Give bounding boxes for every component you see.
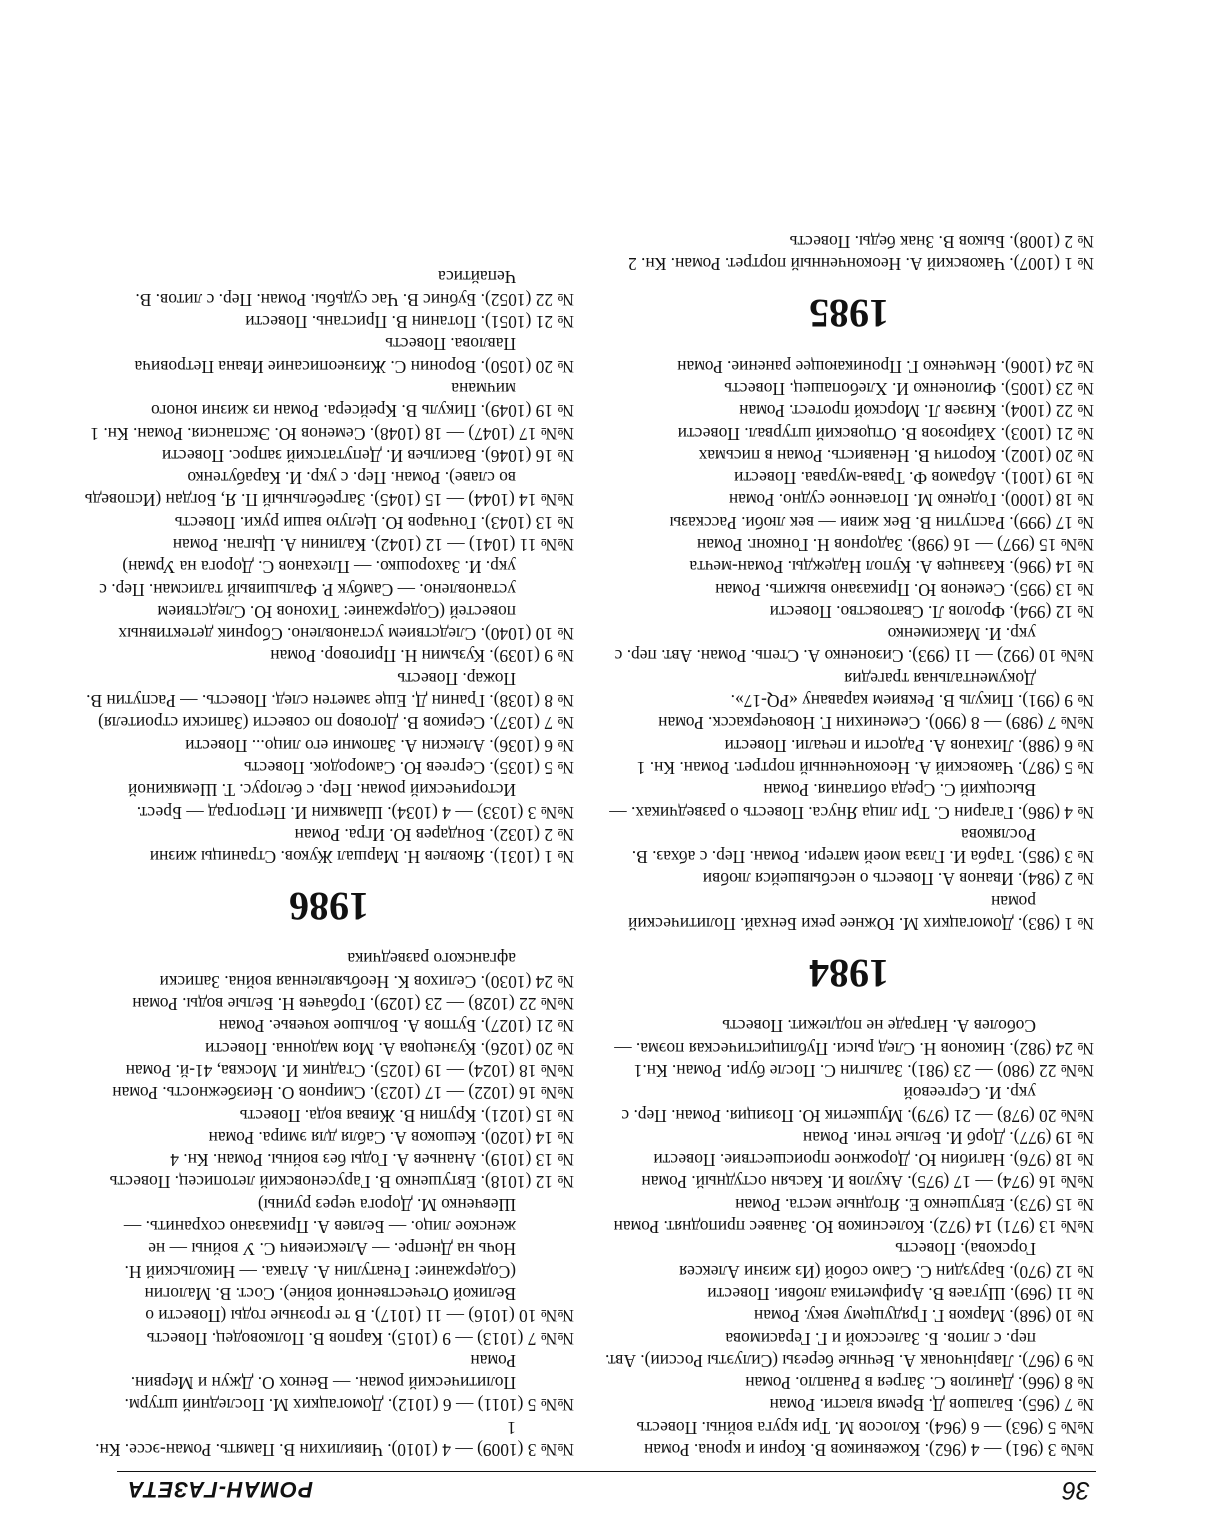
list-item: № 9 (967). Лаврінчонак А. Вечные березы (Силуэты России). Авт. пер. с литов. Б. Залесской и Г. Герасимова [604,1328,1094,1371]
list-item: № 12 (1018). Евтушенко В. Гарусеновский летописец. Повесть [109,1172,574,1193]
right-column [84,266,574,1461]
list-item: № 15 (973). Евтушенко Е. Ягодные места. Роман [735,1194,1094,1215]
list-item: № 24 (982). Никонов Н. След рыси. Публицистическая поэма. — Соболев А. Награде не подлежит. Повесть [614,1016,1094,1059]
list-item: № 8 (1038). Гранин Д. Еще заметен след. Повесть. — Распутин В. Пожар. Повесть [86,668,574,712]
list-item: № 21 (1051). Потанин В. Пристань. Повести [245,312,574,333]
list-item: № 1 (1007). Чаковский А. Неоконченный портрет. Роман. Кн. 2 [628,254,1094,275]
left-column [604,231,1094,1461]
list-item: №№ 7 (1013) — 9 (1015). Карпов В. Полководец. Повесть [146,1328,574,1349]
list-item: № 20 (1002). Коротич В. Ненависть. Роман в письмах [698,445,1094,466]
list-item: № 1 (983). Домогацких М. Южнее реки Бенхай. Политический роман [628,891,1094,935]
list-item: № 13 (995). Семенов Ю. Приказано выжить. Роман [715,579,1094,600]
list-item: №№ 16 (1022) — 17 (1023). Смирнов О. Неизбежность. Роман [112,1083,574,1104]
list-item: №№ 22 (980) — 23 (981). Залыгин С. После бури. Роман. Кн.1 [633,1060,1094,1081]
list-item: № 16 (1046). Васильев И. Депутатский запрос. Повести [161,445,574,466]
running-header [117,1471,1096,1508]
list-item: № 6 (1036). Алексин А. Запомни его лицо... Повести [185,735,574,756]
list-item: № 18 (976). Нагибин Ю. Дорожное происшествие. Повести [653,1150,1094,1171]
list-item: №№ 10 (992) — 11 (993). Сизоненко А. Степь. Роман. Авт. пер. с укр. И. Максименко [614,624,1094,667]
list-item: № 24 (1030). Селихов К. Необъявленная война. Записки афганского разведчика [159,949,574,992]
list-item: № 18 (1000). Годенко М. Потаенное судно. Роман [728,490,1094,511]
list-item: № 10 (968). Марков Г. Грядущему веку. Роман [753,1306,1094,1327]
list-item: № 21 (1027). Бутпов А. Большое кочевье. Роман [218,1016,574,1037]
list-item: №№ 22 (1028) — 23 (1029). Горбачев Н. Белые воды. Роман [132,994,574,1015]
list-item: № 21 (1003). Хайрюзов В. Отцовский штурвал. Повести [677,423,1094,444]
list-item: №№ 13 (971) 14 (972). Колесников Ю. Занавес приподнят. Роман [613,1217,1094,1238]
list-item: № 7 (1037). Сериков В. Договор по совести (Записки строителя) [98,713,574,734]
list-item: №№ 11 (1041) — 12 (1042). Калинин А. Цыган. Роман [172,535,574,556]
list-item: №№ 14 (1044) — 15 (1045). Загребельный П. Я, Богдан (Исповедь во славе). Роман. Пер. с укр. И. Карабутенко [84,468,574,511]
year-heading-1984: 1984 [809,951,889,997]
year-heading-1986: 1986 [289,884,369,930]
page-number: 36 [1062,1476,1090,1504]
list-item: № 10 (1040). Следствием установлено. Сборник детективных повестей (Содержание: Тихонов Ю. Следствием установлено. — Самбук Р. Фальшивый талисман. Пер. с укр. И. Захорошко. — Плеханов С. Дорога на Урман) [99,557,574,645]
list-item: №№ 3 (961) — 4 (962). Кожевников В. Корни и крона. Роман [644,1440,1094,1460]
list-item: № 3 (985). Тарба И. Глаза моей матери. Роман. Пер. с абхаз. В. Росляковa [631,824,1094,868]
list-item: №№ 16 (974) — 17 (975). Акулов И. Касьян остудный. Роман [641,1172,1094,1193]
list-item: № 19 (1001). Абрамов Ф. Трава-мурава. Повести [734,468,1094,489]
list-item: № 13 (1019). Ананьев А. Годы без войны. Роман. Кн. 4 [170,1150,574,1171]
list-item: № 8 (966). Данилов С. Загрея в Ранапло. Роман [745,1373,1094,1394]
entries-1985-part-b [84,948,574,1461]
list-item: №№ 5 (963) — 6 (964). Колосов М. Три круга войны. Повесть [636,1417,1094,1438]
list-item: № 2 (1008). Быков В. Знак беды. Повесть [789,232,1094,253]
list-item: № 12 (994). Фролов Л. Сватовство. Повести [769,601,1094,622]
list-item: №№ 17 (1047) — 18 (1048). Семенов Ю. Экспансия. Роман. Кн. 1 [90,423,574,444]
list-item: №№ 3 (1033) — 4 (1034). Шамякин И. Петроград — Брест. Исторический роман. Пер. с белорус. Т. Шемякиной [128,780,574,823]
list-item: № 5 (987). Чаковский А. Неоконченный портрет. Роман. Кн. 1 [636,757,1094,778]
list-item: № 22 (1052). Бубнис В. Час судьбы. Роман. Пер. с литов. В. Чепайтиса [135,267,574,310]
list-item: № 13 (1043). Гончаров Ю. Целую ваши руки. Повесть [174,512,574,533]
list-item: № 24 (1006). Немченко Г. Проникающее ранение. Роман [677,356,1094,377]
list-item: №№ 10 (1016) — 11 (1017). В те грозные годы (Повести о Великой Отечественной войне). Сост. В. Малогин (Содержание: Генатулин А. Атака. — Никольский Н. Ночь на Днепре. — Алексиевич С. У войны — не женское лицо. — Беляев А. Приказано сохранить. — Шевченко М. Дорога через руины) [123,1194,574,1327]
list-item: № 2 (984). Иванов А. Повесть о несбывшейся любви [702,869,1094,890]
list-item: №№ 3 (1009) — 4 (1010). Чивилихин В. Память. Роман-эссе. Кн. 1 [95,1417,574,1460]
list-item: № 14 (996). Казанцев А. Купол Надежды. Роман-мечта [689,557,1094,578]
list-item: № 23 (1005). Филоненко И. Хлебопашец. Повесть [724,378,1094,399]
list-item: №№ 15 (997) — 16 (998). Задорнов Н. Гонконг. Роман [696,535,1094,556]
list-item: № 2 (1032). Бондарев Ю. Игра. Роман [294,824,574,845]
list-item: № 12 (970). Баруздин С. Само собой (Из жизни Алексея Горскова). Повесть [679,1239,1094,1282]
list-item: № 7 (965). Балашов Д. Время власти. Роман [769,1395,1094,1416]
entries-1984-part-b [604,355,1094,935]
list-item: № 14 (1020). Кешоков А. Сабля для эмира. Роман [208,1127,574,1148]
list-item: № 20 (1026). Кузнецова А. Моя мадонна. Повести [205,1038,574,1059]
journal-title: РОМАН-ГАЗЕТА [127,1477,313,1502]
list-item: №№ 20 (978) — 21 (979). Мушкетик Ю. Позиция. Роман. Пер. с укр. И. Сергеевой [621,1083,1094,1126]
entries-1985-part-a [604,231,1094,276]
list-item: № 19 (977). Дорб И. Белые тени. Роман [802,1127,1094,1148]
entries-1984-part-a [604,1015,1094,1461]
list-item: № 9 (1039). Кузьмин Н. Приговор. Роман [270,646,574,667]
list-item: № 5 (1035). Сергеев Ю. Самородок. Повесть [243,757,574,778]
year-heading-1985: 1985 [809,291,889,337]
list-item: № 22 (1004). Князев Л. Морской протест. Роман [739,401,1094,422]
list-item: №№ 5 (1011) — 6 (1012). Домогацких М. Последний штурм. Политический роман. — Венюх О. Джун и Мервин. Роман [124,1350,574,1416]
list-item: № 4 (986). Гагарин С. Три лица Януса. Повесть о разведчиках. — Высоцкий С. Среда обитания. Роман [609,780,1094,823]
list-item: № 11 (969). Шугаев В. Арифметика любви. Повести [707,1283,1094,1304]
list-item: №№ 18 (1024) — 19 (1025). Стадник И. Москва, 41-й. Роман [125,1060,574,1081]
list-item: № 17 (999). Распутин В. Век живи — век люби. Рассказы [669,512,1094,533]
list-item: № 15 (1021). Крупин В. Живая вода. Повесть [239,1105,574,1126]
entries-1986 [84,266,574,868]
list-item: № 19 (1049). Пикуль В. Крейсера. Роман из жизни юного мичмана [151,378,574,422]
list-item: № 9 (991). Пикуль В. Реквием каравану «PQ-17». Документальная трагедия [730,668,1094,712]
list-item: №№ 7 (989) — 8 (990). Семенихин Г. Новочеркасск. Роман [658,713,1094,734]
list-item: № 20 (1050). Воронин С. Жизнеописание Ивана Петровича Павлова. Повесть [134,334,574,377]
list-item: № 1 (1031). Яковлев Н. Маршал Жуков. Страницы жизни [149,847,574,868]
list-item: № 6 (988). Лиханов А. Радости и печали. Повести [724,735,1094,756]
